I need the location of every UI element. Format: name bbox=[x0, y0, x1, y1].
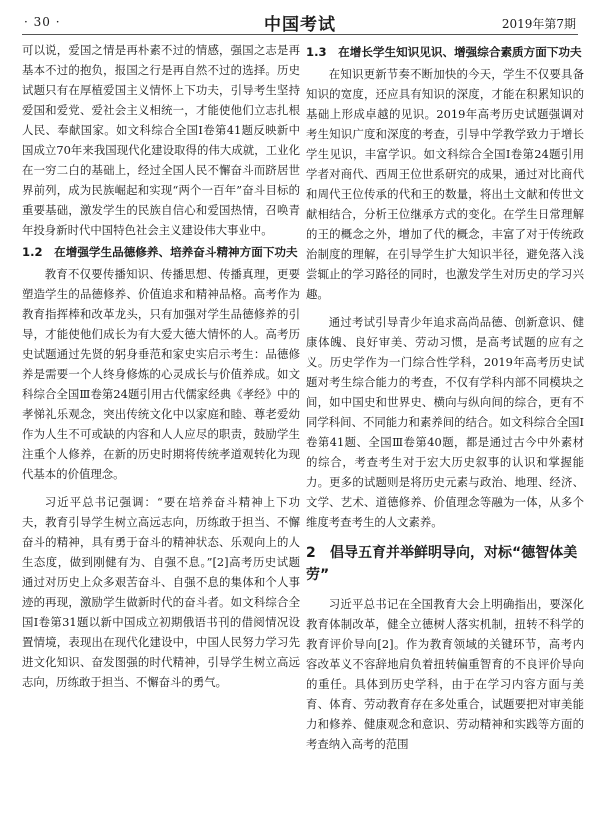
subheading-1-2: 1.2 在增强学生品德修养、培养奋斗精神方面下功夫 bbox=[22, 245, 298, 259]
subheading-1-3: 1.3 在增长学生知识见识、增强综合素质方面下功夫 bbox=[306, 45, 582, 59]
page-number: · 30 · bbox=[24, 15, 61, 29]
section-2-title: 倡导五育并举鲜明导向，对标“德智体美劳” bbox=[306, 545, 578, 583]
paragraph-striving-spirit: 习近平总书记强调：“要在培养奋斗精神上下功夫，教育引导学生树立高远志向，历练敢于担当、不懈奋斗的精神，具有勇于奋斗的精神状态、乐观向上的人生态度，做到刚健有为、自强不息。”[2]高考历史试题通过对历史上众多艰苦奋斗、自强不息的集体和个人事迹的再现，激励学生做新时代的奋斗者。如文科综合全国Ⅰ卷第31题以新中国成立初期俄语书刊的借阅情况设置情境，表现出在现代化建设中，中国人民努力学习先进文化知识、奋发图强的时代精神，引导学生树立高远志向，历练敢于担当、不懈奋斗的勇气。 bbox=[22, 495, 300, 689]
page-header bbox=[22, 8, 578, 35]
paragraph-knowledge: 在知识更新节奏不断加快的今天，学生不仅要具备知识的宽度，还应具有知识的深度，才能在积累知识的基础上形成卓越的见识。2019年高考历史试题强调对考生知识广度和深度的考查，引导中学教学致力于增长学生见识，丰富学识。如文科综合全国Ⅰ卷第24题引用学者对商代、西周王位世系研究的成果，通过对比商代和周代王位传承的代和王的数量，将出土文献和传世文献相结合，分析王位继承方式的变化。在学生日常理解的王的概念之外，增加了代的概念，丰富了对于传统政治制度的理解，在引导学生扩大知识半径，避免落入浅尝辄止的学习路径的同时，也激发学生对历史的学习兴趣。 bbox=[306, 67, 584, 301]
right-column bbox=[306, 40, 584, 754]
section-2-number: 2 bbox=[306, 545, 316, 561]
journal-title: 中国考试 bbox=[264, 15, 336, 35]
paragraph-moral-cultivation: 教育不仅要传播知识、传播思想、传播真理，更要塑造学生的品德修养、价值追求和精神品格。高考作为教育指挥棒和改革龙头，只有加强对学生品德修养的引导，才能使他们成长为有大爱大德大情怀的人。高考历史试题通过先贤的躬身垂范和家史实启示考生：品德修养是需要一个人终身修炼的心灵成长与价值养成。如文科综合全国Ⅲ卷第24题引用古代儒家经典《孝经》中的孝悌礼乐观念，突出传统文化中以家庭和睦、尊老爱幼作为人生不可或缺的内容和人人应尽的职责，鼓励学生注重个人修养，在新的历史时期将传统孝道观转化为现代基本的价值理念。 bbox=[22, 267, 300, 481]
section-2-heading bbox=[306, 542, 584, 586]
paragraph-patriotism: 可以说，爱国之情是再朴素不过的情感，强国之志是再基本不过的抱负，报国之行是再自然不过的选择。历史试题只有在厚植爱国主义情怀上下功夫，引导考生坚持爱国和爱党、爱社会主义相统一，才能使他们立志扎根人民、奉献国家。如文科综合全国Ⅰ卷第41题反映新中国成立70年来我国现代化建设取得的伟大成就，工业化在一穷二白的基础上，经过全国人民不懈奋斗而跻居世界前列，成为民族崛起和实现“两个一百年”奋斗目标的重要基础，激发学生的民族自信心和爱国热情，召唤青年投身新时代中国特色社会主义建设伟大事业中。 bbox=[22, 43, 300, 237]
paragraph-comprehensive-quality: 通过考试引导青少年追求高尚品德、创新意识、健康体魄、良好审美、劳动习惯，是高考试题的应有之义。历史学作为一门综合性学科，2019年高考历史试题对考生综合能力的考查，不仅有学科内部不同模块之间，如中国史和世界史、横向与纵向间的综合，更有不同学科间、不同能力和素养间的结合。如文科综合全国Ⅰ卷第41题、全国Ⅲ卷第40题，都是通过古今中外素材的综合，考查考生对于宏大历史叙事的认识和掌握能力。更多的试题则是将历史元素与政治、地理、经济、文学、艺术、道德修养、价值理念等融为一体，从多个维度考查考生的人文素养。 bbox=[306, 315, 584, 529]
left-column bbox=[22, 40, 300, 692]
issue-label: 2019年第7期 bbox=[501, 17, 576, 31]
paragraph-five-education: 习近平总书记在全国教育大会上明确指出，要深化教育体制改革，健全立德树人落实机制，扭转不科学的教育评价导向[2]。作为教育领域的关键环节，高考内容改革义不容辞地肩负着扭转偏重智育的不良评价导向的重任。具体到历史学科，由于在学习内容方面与美育、体育、劳动教育存在多处重合，试题要把对审美能力和修养、健康观念和意识、劳动精神和实践等方面的考查纳入高考的范围 bbox=[306, 597, 584, 751]
